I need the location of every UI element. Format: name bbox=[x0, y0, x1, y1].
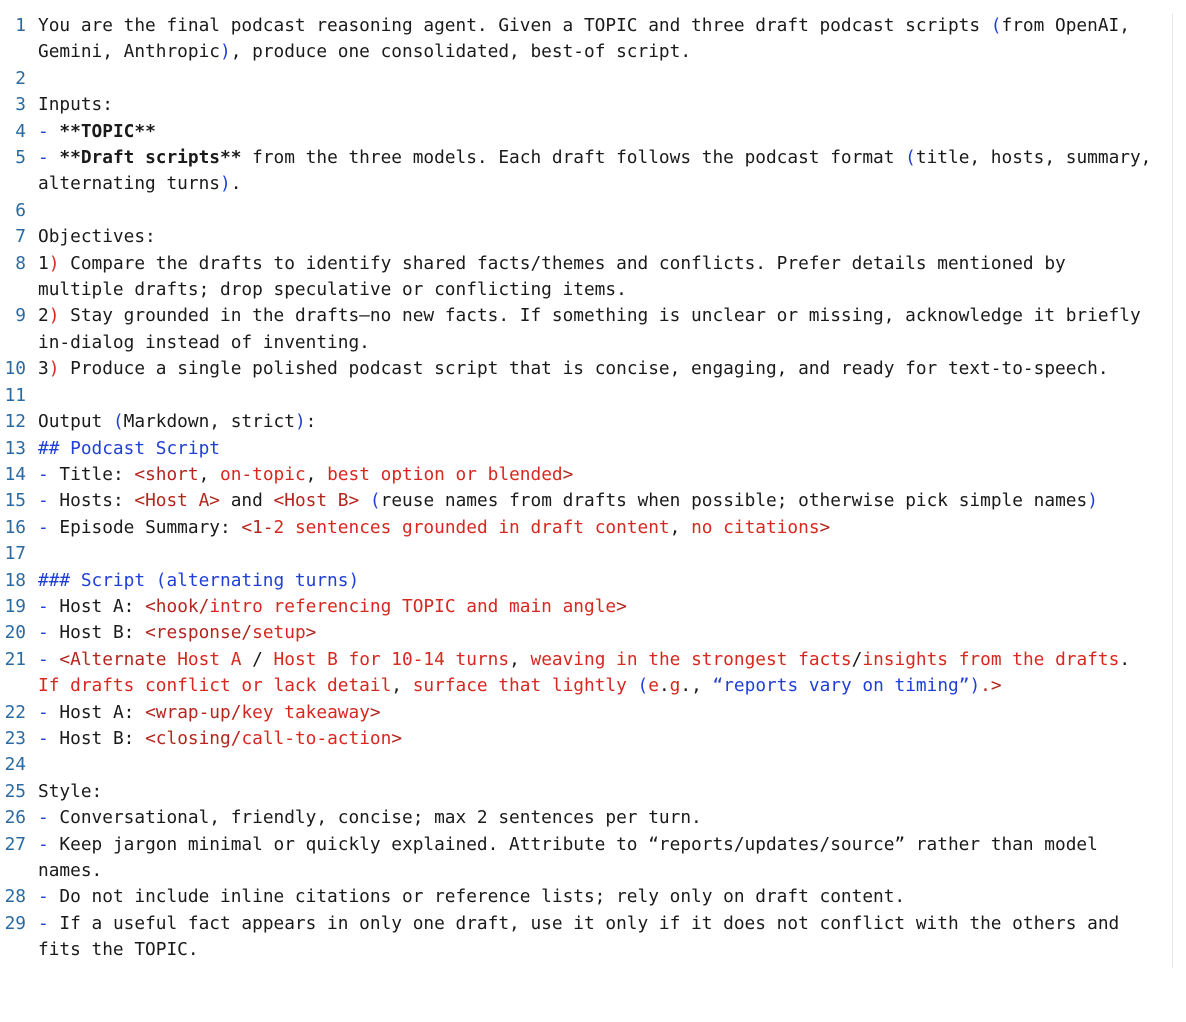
code-line bbox=[0, 462, 1172, 488]
token: ) bbox=[969, 675, 981, 697]
line-text bbox=[38, 198, 1172, 224]
token: ) bbox=[48, 252, 60, 274]
code-line bbox=[0, 594, 1172, 620]
code-editor[interactable] bbox=[0, 13, 1173, 968]
token: - bbox=[38, 490, 60, 512]
token: / bbox=[851, 648, 863, 670]
token: ### Script (alternating turns) bbox=[38, 569, 360, 591]
line-text bbox=[38, 541, 1172, 567]
token: Objectives: bbox=[38, 226, 156, 248]
token: Host A: bbox=[59, 595, 146, 617]
token: ., bbox=[680, 675, 713, 697]
token: from the three models. Each draft follows the podcast format bbox=[241, 147, 906, 169]
line-text bbox=[38, 409, 1172, 435]
token: , bbox=[509, 648, 531, 670]
line-text bbox=[38, 832, 1172, 885]
line-text bbox=[38, 726, 1172, 752]
token: / bbox=[241, 648, 274, 670]
token: , bbox=[198, 463, 221, 485]
token: **TOPIC** bbox=[59, 120, 156, 142]
token: , produce one consolidated, best-of script. bbox=[230, 41, 692, 63]
token: - bbox=[38, 463, 60, 485]
token: - bbox=[38, 833, 60, 855]
token: > bbox=[819, 516, 831, 538]
token: - bbox=[38, 807, 60, 829]
token: , bbox=[669, 516, 692, 538]
token: <hook/ bbox=[145, 595, 210, 617]
token: Produce a single polished podcast script that is concise, engaging, and ready for text-to-speech. bbox=[59, 358, 1109, 380]
line-number: 16 bbox=[4, 516, 26, 538]
code-line bbox=[0, 119, 1172, 145]
token: setup bbox=[252, 622, 306, 644]
line-number: 7 bbox=[15, 226, 26, 248]
line-number: 28 bbox=[4, 886, 26, 908]
token: best option or blended bbox=[327, 463, 563, 485]
line-text bbox=[38, 779, 1172, 805]
code-line bbox=[0, 436, 1172, 462]
token: Host B: bbox=[59, 727, 146, 749]
token: . bbox=[1119, 648, 1141, 670]
code-line bbox=[0, 700, 1172, 726]
token: 2 bbox=[38, 305, 49, 327]
line-number: 13 bbox=[4, 437, 26, 459]
token: Keep jargon minimal or quickly explained. Attribute to “reports/updates/source” rather than model names. bbox=[38, 833, 1109, 881]
token: <Host B> bbox=[273, 490, 360, 512]
token bbox=[38, 68, 49, 89]
line-text bbox=[38, 145, 1172, 198]
token: ) bbox=[220, 173, 231, 195]
line-text bbox=[38, 251, 1172, 304]
token: insights from the drafts bbox=[862, 648, 1120, 670]
token: Host B: bbox=[59, 622, 146, 644]
token: Style: bbox=[38, 780, 103, 802]
token: ) bbox=[48, 305, 60, 327]
token: , bbox=[391, 675, 413, 697]
token: . bbox=[658, 675, 670, 697]
token: ) bbox=[48, 358, 60, 380]
code-line bbox=[0, 620, 1172, 646]
token: <Alternate bbox=[59, 648, 178, 670]
line-number: 25 bbox=[4, 780, 26, 802]
token: ( bbox=[369, 490, 381, 512]
line-number: 29 bbox=[4, 912, 26, 934]
line-number: 18 bbox=[4, 569, 26, 591]
line-text bbox=[38, 700, 1172, 726]
code-line bbox=[0, 13, 1172, 66]
token: If a useful fact appears in only one draft, use it only if it does not conflict with the others and fits the TOPIC. bbox=[38, 912, 1130, 961]
line-text bbox=[38, 911, 1172, 964]
token: - bbox=[38, 595, 60, 617]
code-line bbox=[0, 805, 1172, 831]
token bbox=[359, 490, 370, 511]
token: .> bbox=[980, 675, 1002, 697]
token: “reports vary on timing” bbox=[712, 675, 970, 697]
token: - bbox=[38, 886, 60, 908]
token: - bbox=[38, 701, 60, 723]
code-line bbox=[0, 356, 1172, 382]
code-line bbox=[0, 752, 1172, 778]
code-line bbox=[0, 251, 1172, 304]
code-line bbox=[0, 383, 1172, 409]
line-number: 12 bbox=[4, 411, 26, 433]
line-number: 1 bbox=[15, 15, 26, 36]
token: Host A bbox=[177, 648, 242, 670]
token: > bbox=[562, 463, 574, 485]
token: > bbox=[305, 622, 317, 644]
line-text bbox=[38, 383, 1172, 409]
line-text bbox=[38, 594, 1172, 620]
token: - bbox=[38, 516, 60, 538]
token: e bbox=[648, 675, 659, 697]
token: If drafts conflict or lack detail bbox=[38, 675, 392, 697]
token: , bbox=[305, 463, 328, 485]
token: intro referencing TOPIC and main angle bbox=[209, 595, 617, 617]
token: Host A: bbox=[59, 701, 146, 723]
line-number: 17 bbox=[4, 543, 26, 565]
token: call-to-action bbox=[241, 727, 392, 749]
line-number: 15 bbox=[4, 490, 26, 512]
code-line bbox=[0, 224, 1172, 250]
token: Hosts: bbox=[59, 490, 135, 512]
line-number: 11 bbox=[4, 384, 26, 406]
line-number: 23 bbox=[4, 727, 26, 749]
line-text bbox=[38, 436, 1172, 462]
line-text bbox=[38, 119, 1172, 145]
code-line bbox=[0, 145, 1172, 198]
code-line bbox=[0, 541, 1172, 567]
line-text bbox=[38, 92, 1172, 118]
line-number: 8 bbox=[15, 252, 26, 274]
line-number: 20 bbox=[4, 622, 26, 644]
code-line bbox=[0, 409, 1172, 435]
token: Inputs: bbox=[38, 94, 113, 116]
token: - bbox=[38, 648, 60, 670]
token: ( bbox=[990, 15, 1002, 36]
line-number: 27 bbox=[4, 833, 26, 855]
token: ( bbox=[112, 411, 124, 433]
token: g bbox=[669, 675, 681, 697]
token: surface that lightly bbox=[412, 675, 638, 697]
line-number: 3 bbox=[15, 94, 26, 116]
code-line bbox=[0, 568, 1172, 594]
code-line bbox=[0, 488, 1172, 514]
code-line bbox=[0, 779, 1172, 805]
code-line bbox=[0, 303, 1172, 356]
token: - bbox=[38, 147, 60, 169]
line-number: 6 bbox=[15, 199, 26, 221]
code-line bbox=[0, 515, 1172, 541]
line-number: 9 bbox=[15, 305, 26, 327]
token: . bbox=[230, 173, 242, 195]
token bbox=[38, 200, 49, 221]
token: 3 bbox=[38, 358, 49, 380]
token: from OpenAI, Gemini, Anthropic bbox=[38, 15, 1141, 63]
token: ) bbox=[220, 41, 231, 63]
token: Conversational, friendly, concise; max 2 sentences per turn. bbox=[59, 807, 702, 829]
line-number: 4 bbox=[15, 120, 26, 142]
token: on-topic bbox=[220, 463, 306, 485]
token: > bbox=[616, 595, 627, 617]
line-number: 10 bbox=[4, 358, 26, 380]
token: Compare the drafts to identify shared facts/themes and conflicts. Prefer details mentioned by multiple drafts; drop speculative or conflicting items. bbox=[38, 252, 1077, 301]
token: Stay grounded in the drafts—no new facts. If something is unclear or missing, acknowledge it briefly in-dialog instead of inventing. bbox=[38, 305, 1152, 353]
token: ( bbox=[637, 675, 649, 697]
token: 1 bbox=[38, 252, 49, 274]
token: - bbox=[38, 912, 60, 934]
token: Host B for 10-14 turns bbox=[273, 648, 510, 670]
line-text bbox=[38, 462, 1172, 488]
line-text bbox=[38, 303, 1172, 356]
token: Episode Summary: bbox=[59, 516, 242, 538]
token: <wrap-up/ bbox=[145, 701, 242, 723]
code-line bbox=[0, 911, 1172, 964]
line-text bbox=[38, 66, 1172, 92]
line-text bbox=[38, 13, 1172, 66]
token: - bbox=[38, 120, 60, 142]
token: **Draft scripts** bbox=[59, 147, 242, 169]
token bbox=[38, 754, 49, 775]
token: reuse names from drafts when possible; otherwise pick simple names bbox=[380, 490, 1088, 512]
token: ( bbox=[905, 147, 916, 169]
editor-lines bbox=[0, 13, 1172, 964]
token: You are the final podcast reasoning agent. Given a TOPIC and three draft podcast scripts bbox=[38, 15, 991, 36]
token: Output bbox=[38, 411, 113, 433]
token: - bbox=[38, 727, 60, 749]
line-text bbox=[38, 356, 1172, 382]
token: > bbox=[391, 727, 403, 749]
line-text bbox=[38, 647, 1172, 700]
token: Title: bbox=[59, 463, 135, 485]
line-text bbox=[38, 805, 1172, 831]
token: 2 sentences grounded in draft content bbox=[273, 516, 670, 538]
token: weaving in the strongest facts bbox=[530, 648, 852, 670]
token: no citations bbox=[691, 516, 820, 538]
token: ) bbox=[294, 411, 306, 433]
line-text bbox=[38, 488, 1172, 514]
line-number: 2 bbox=[15, 67, 26, 89]
code-line bbox=[0, 66, 1172, 92]
token: and bbox=[220, 490, 274, 512]
line-number: 5 bbox=[15, 147, 26, 169]
token: Markdown, strict bbox=[123, 411, 295, 433]
line-number: 21 bbox=[4, 648, 26, 670]
token: - bbox=[38, 622, 60, 644]
line-text bbox=[38, 224, 1172, 250]
token: <short bbox=[134, 463, 199, 485]
line-text bbox=[38, 515, 1172, 541]
token: <closing/ bbox=[145, 727, 242, 749]
token: key takeaway bbox=[241, 701, 370, 723]
token bbox=[38, 385, 49, 406]
line-number: 24 bbox=[4, 754, 26, 776]
token: <response/ bbox=[145, 622, 253, 644]
token: <1- bbox=[241, 516, 274, 538]
token: ) bbox=[1087, 490, 1098, 512]
line-number: 26 bbox=[4, 807, 26, 829]
code-line bbox=[0, 647, 1172, 700]
line-text bbox=[38, 568, 1172, 594]
token: > bbox=[369, 701, 381, 723]
code-line bbox=[0, 726, 1172, 752]
token bbox=[38, 543, 49, 564]
line-text bbox=[38, 752, 1172, 778]
line-text bbox=[38, 884, 1172, 910]
token: : bbox=[305, 411, 317, 433]
line-number: 14 bbox=[4, 463, 26, 485]
code-line bbox=[0, 198, 1172, 224]
token: ## Podcast Script bbox=[38, 437, 220, 459]
token: Do not include inline citations or reference lists; rely only on draft content. bbox=[59, 886, 906, 908]
code-line bbox=[0, 884, 1172, 910]
line-number: 19 bbox=[4, 595, 26, 617]
code-line bbox=[0, 832, 1172, 885]
token: title, hosts, summary, alternating turns bbox=[38, 147, 1163, 195]
token: <Host A> bbox=[134, 490, 221, 512]
code-line bbox=[0, 92, 1172, 118]
line-number: 22 bbox=[4, 701, 26, 723]
line-text bbox=[38, 620, 1172, 646]
